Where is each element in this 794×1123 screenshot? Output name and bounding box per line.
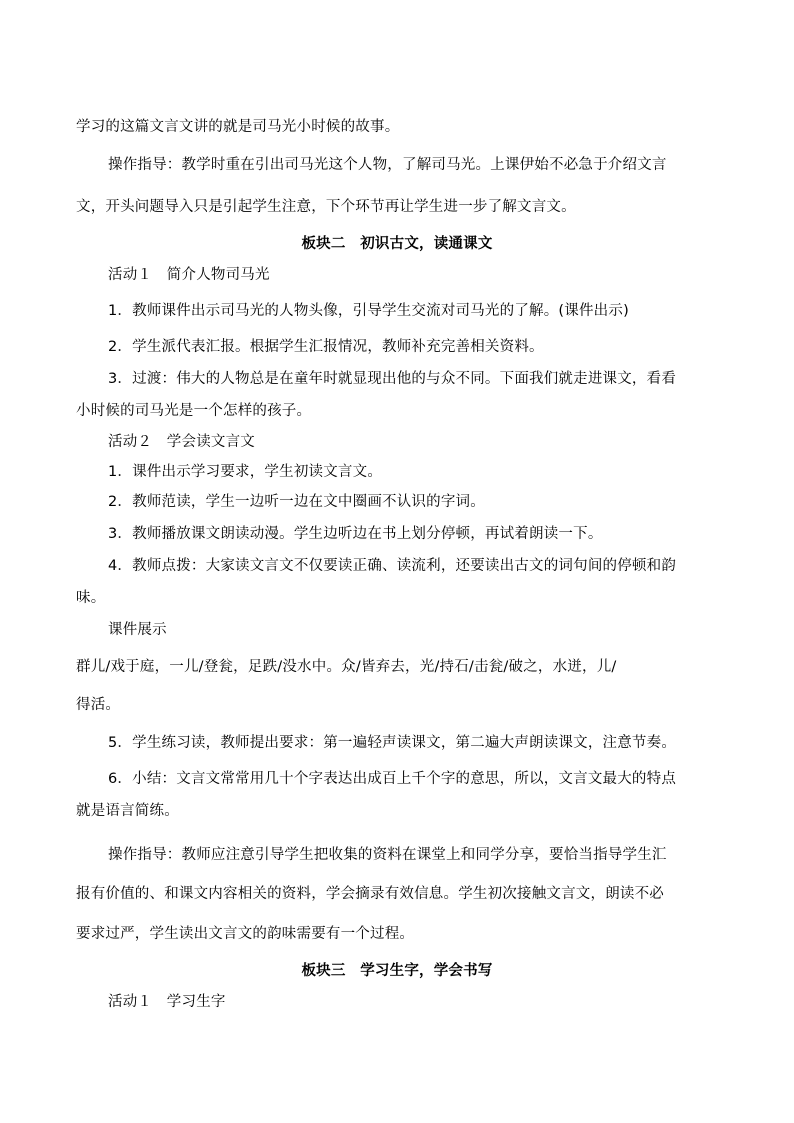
courseware-label: 课件展示 (108, 622, 167, 638)
activity-2-item-6: 6．小结：文言文常常用几十个字表达出成百上千个字的意思，所以，文言文最大的特点 (108, 771, 677, 787)
guidance-2-line-1: 操作指导：教师应注意引导学生把收集的资料在课堂上和同学分享，要恰当指导学生汇 (108, 847, 667, 863)
section-3-title: 板块三 学习生字，学会书写 (301, 963, 493, 979)
activity-2-item-4-cont: 味。 (76, 590, 106, 606)
guidance-1-line-2: 文，开头问题导入只是引起学生注意，下个环节再让学生进一步了解文言文。 (76, 199, 576, 215)
activity-2-item-2: 2．教师范读，学生一边听一边在文中圈画不认识的字词。 (108, 494, 485, 510)
section-3-activity-1-heading: 活动１ 学习生字 (108, 994, 226, 1010)
activity-2-heading: 活动２ 学会读文言文 (108, 434, 255, 450)
activity-2-item-6-cont: 就是语言简练。 (76, 803, 179, 819)
activity-2-item-1: 1．课件出示学习要求，学生初读文言文。 (108, 464, 383, 480)
intro-line: 学习的这篇文言文讲的就是司马光小时候的故事。 (76, 119, 400, 135)
guidance-1-line-1: 操作指导：教学时重在引出司马光这个人物，了解司马光。上课伊始不必急于介绍文言 (108, 157, 667, 173)
activity-2-item-4: 4．教师点拨：大家读文言文不仅要读正确、读流利，还要读出古文的词句间的停顿和韵 (108, 558, 677, 574)
section-2-title: 板块二 初识古文，读通课文 (301, 236, 493, 252)
guidance-2-line-3: 要求过严，学生读出文言文的韵味需要有一个过程。 (76, 926, 415, 942)
courseware-text-line-1: 群儿/戏于庭，一儿/登瓮，足跌/没水中。众/皆弃去，光/持石/击瓮/破之，水迸，儿/ (76, 659, 617, 675)
activity-2-item-3: 3．教师播放课文朗读动漫。学生边听边在书上划分停顿，再试着朗读一下。 (108, 526, 603, 542)
activity-1-item-2: 2．学生派代表汇报。根据学生汇报情况，教师补充完善相关资料。 (108, 339, 544, 355)
guidance-2-line-2: 报有价值的、和课文内容相关的资料，学会摘录有效信息。学生初次接触文言文，朗读不必 (76, 886, 664, 902)
courseware-text-line-2: 得活。 (76, 697, 121, 713)
activity-1-heading: 活动１ 简介人物司马光 (108, 267, 270, 283)
activity-1-item-3-cont: 小时候的司马光是一个怎样的孩子。 (76, 403, 312, 419)
activity-1-item-1: 1．教师课件出示司马光的人物头像，引导学生交流对司马光的了解。(课件出示) (108, 303, 629, 319)
activity-2-item-5: 5．学生练习读，教师提出要求：第一遍轻声读课文，第二遍大声朗读课文，注意节奏。 (108, 735, 677, 751)
activity-1-item-3: 3．过渡：伟大的人物总是在童年时就显现出他的与众不同。下面我们就走进课文，看看 (108, 371, 677, 387)
